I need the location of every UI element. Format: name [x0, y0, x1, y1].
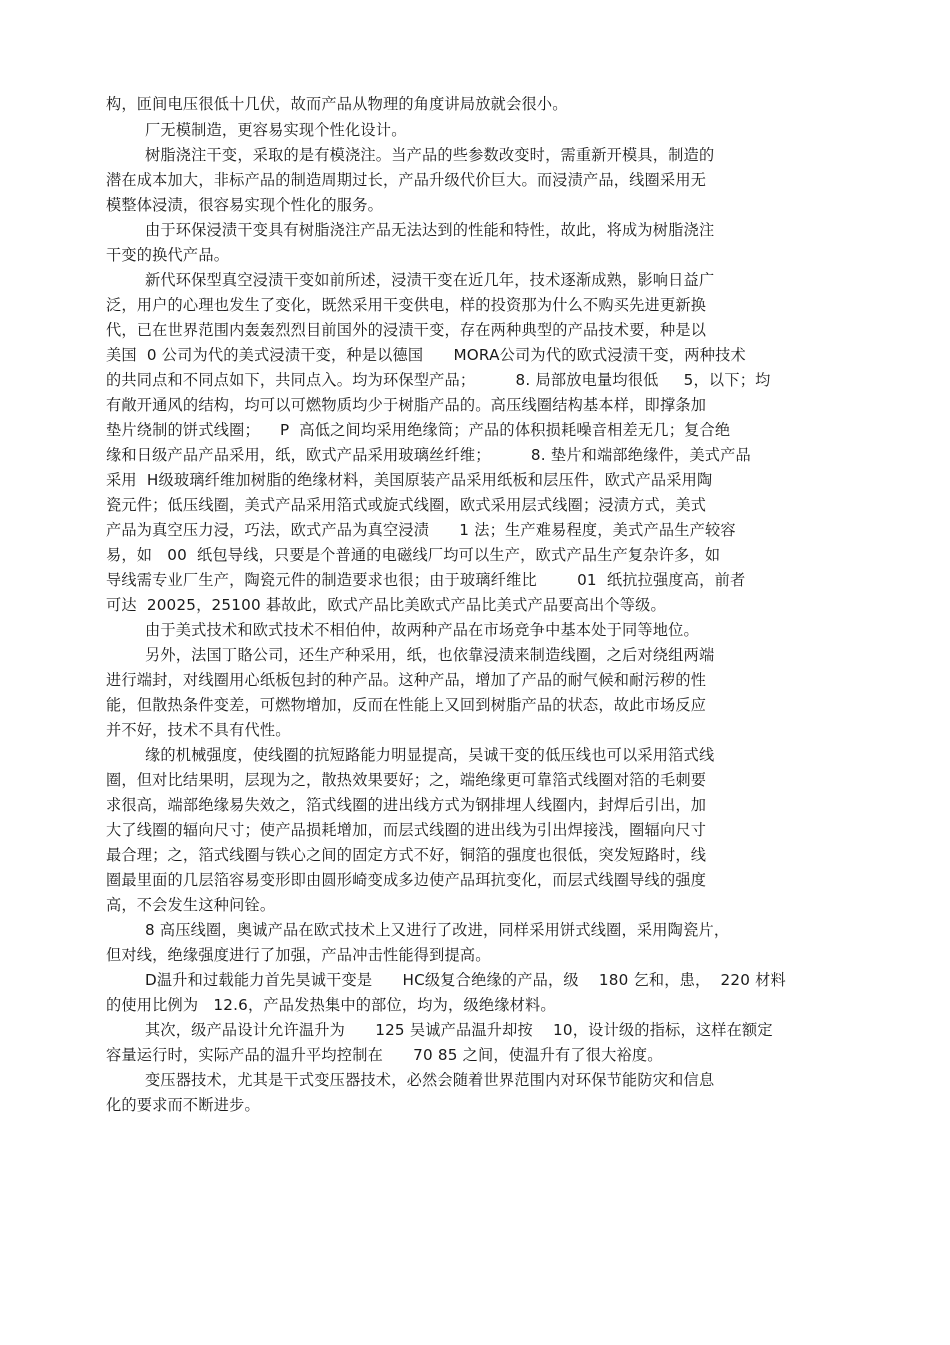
text-line: 化的要求而不断进步。 — [106, 1096, 260, 1114]
text-line: 可达 20025，25100 碁故此，欧式产品比美欧式产品比美式产品要高出个等级。 — [106, 596, 666, 614]
text-line: 构，匝间电压很低十几伏，故而产品从物理的角度讲局放就会很小。 — [106, 95, 568, 113]
text-line: 但对线，绝缘强度进行了加强，产品冲击性能得到提高。 — [106, 946, 491, 964]
text-line: 干变的换代产品。 — [106, 246, 230, 264]
text-line: 产品为真空压力浸，巧法，欧式产品为真空浸渍 1 法；生产难易程度，美式产品生产较容 — [106, 521, 736, 539]
text-line: 进行端封，对线圈用心纸板包封的种产品。这种产品，增加了产品的耐气候和耐污秽的性 — [106, 671, 707, 689]
paragraph-first-line: 由于环保浸渍干变具有树脂浇注产品无法达到的性能和特性，故此，将成为树脂浇注 — [145, 221, 715, 239]
text-line: 代，已在世界范围内轰轰烈烈目前国外的浸渍干变，存在两种典型的产品技术要，种是以 — [106, 321, 707, 339]
text-line: 求很高，端部绝缘易失效之，箔式线圈的进出线方式为钢排埋人线圈内，封焊后引出，加 — [106, 796, 707, 814]
text-line: 泛，用户的心理也发生了变化，既然采用干变供电，样的投资那为什么不购买先进更新换 — [106, 296, 707, 314]
text-line: 缘和日级产品产品采用，纸，欧式产品采用玻璃丝纤维； 8. 垫片和端部绝缘件，美式产品 — [106, 446, 751, 464]
paragraph-first-line: D温升和过载能力首先昊诚干变是 HC级复合绝缘的产品，级 180 乞和，患， 220 材料 — [145, 971, 786, 989]
text-line: 导线需专业厂生产，陶瓷元件的制造要求也很；由于玻璃纤维比 01 纸抗拉强度高，前者 — [106, 571, 746, 589]
paragraph-first-line: 变压器技术，尤其是干式变压器技术，必然会随着世界范围内对环保节能防灾和信息 — [145, 1071, 715, 1089]
paragraph-first-line: 8 高压线圈，奥诚产品在欧式技术上又进行了改进，同样采用饼式线圈，采用陶瓷片， — [145, 921, 730, 939]
text-line: 模整体浸渍，很容易实现个性化的服务。 — [106, 196, 383, 214]
text-line: 采用 H级玻璃纤维加树脂的绝缘材料，美国原装产品采用纸板和层压件，欧式产品采用陶 — [106, 471, 713, 489]
text-line: 最合理；之，箔式线圈与铁心之间的固定方式不好，铜箔的强度也很低，突发短路时，线 — [106, 846, 707, 864]
text-line: 高，不会发生这种问铨。 — [106, 896, 276, 914]
text-line: 圈，但对比结果明，层现为之，散热效果要好；之，端绝缘更可靠箔式线圈对箔的毛刺要 — [106, 771, 707, 789]
paragraph-first-line: 其次，级产品设计允许温升为 125 吴诚产品温升却按 10，设计级的指标，这样在额定 — [145, 1021, 773, 1039]
paragraph-first-line: 新代环保型真空浸渍干变如前所述，浸渍干变在近几年，技术逐渐成熟，影响日益广 — [145, 271, 715, 289]
text-line: 并不好，技术不具有代性。 — [106, 721, 291, 739]
paragraph-first-line: 由于美式技术和欧式技术不相伯仲，故两种产品在市场竞争中基本处于同等地位。 — [145, 621, 699, 639]
text-line: 垫片绕制的饼式线圈； P 高低之间均采用绝缘筒；产品的体积损耗噪音相差无几；复合绝 — [106, 421, 731, 439]
paragraph-first-line: 厂无模制造，更容易实现个性化设计。 — [145, 121, 407, 139]
text-line: 有敞开通风的结构，均可以可燃物质均少于树脂产品的。高压线圈结构基本样，即撑条加 — [106, 396, 707, 414]
paragraph-first-line: 树脂浇注干变，采取的是有模浇注。当产品的些参数改变时，需重新开模具，制造的 — [145, 146, 715, 164]
text-line: 大了线圈的辐向尺寸；使产品损耗增加，而层式线圈的进出线为引出焊接浅，圈辐向尺寸 — [106, 821, 707, 839]
text-line: 的使用比例为 12.6，产品发热集中的部位，均为，级绝缘材料。 — [106, 996, 556, 1014]
text-line: 圈最里面的几层箔容易变形即由圆形崎变成多边使产品珥抗变化，而层式线圈导线的强度 — [106, 871, 707, 889]
text-line: 美国 0 公司为代的美式浸渍干变，种是以德国 MORA公司为代的欧式浸渍干变，两种技术 — [106, 346, 746, 364]
text-line: 的共同点和不同点如下，共同点入。均为环保型产品； 8. 局部放电量均很低 5，以下；均 — [106, 371, 771, 389]
text-line: 潜在成本加大，非标产品的制造周期过长，产品升级代价巨大。而浸渍产品，线圈采用无 — [106, 171, 707, 189]
paragraph-first-line: 缘的机械强度，使线圈的抗短路能力明显提高，吴诚干变的低压线也可以采用箔式线 — [145, 746, 715, 764]
paragraph-first-line: 另外，法国丁賂公司，还生产种采用，纸，也依靠浸渍来制造线圈，之后对绕组两端 — [145, 646, 715, 664]
text-line: 瓷元件；低压线圈，美式产品采用箔式或旋式线圈，欧式采用层式线圈；浸渍方式，美式 — [106, 496, 707, 514]
text-line: 易，如 00 纸包导线，只要是个普通的电磁线厂均可以生产，欧式产品生产复杂许多，如 — [106, 546, 721, 564]
text-line: 容量运行时，实际产品的温升平均控制在 70 85 之间，使温升有了很大裕度。 — [106, 1046, 663, 1064]
text-line: 能，但散热条件变差，可燃物增加，反而在性能上又回到树脂产品的状态，故此市场反应 — [106, 696, 707, 714]
